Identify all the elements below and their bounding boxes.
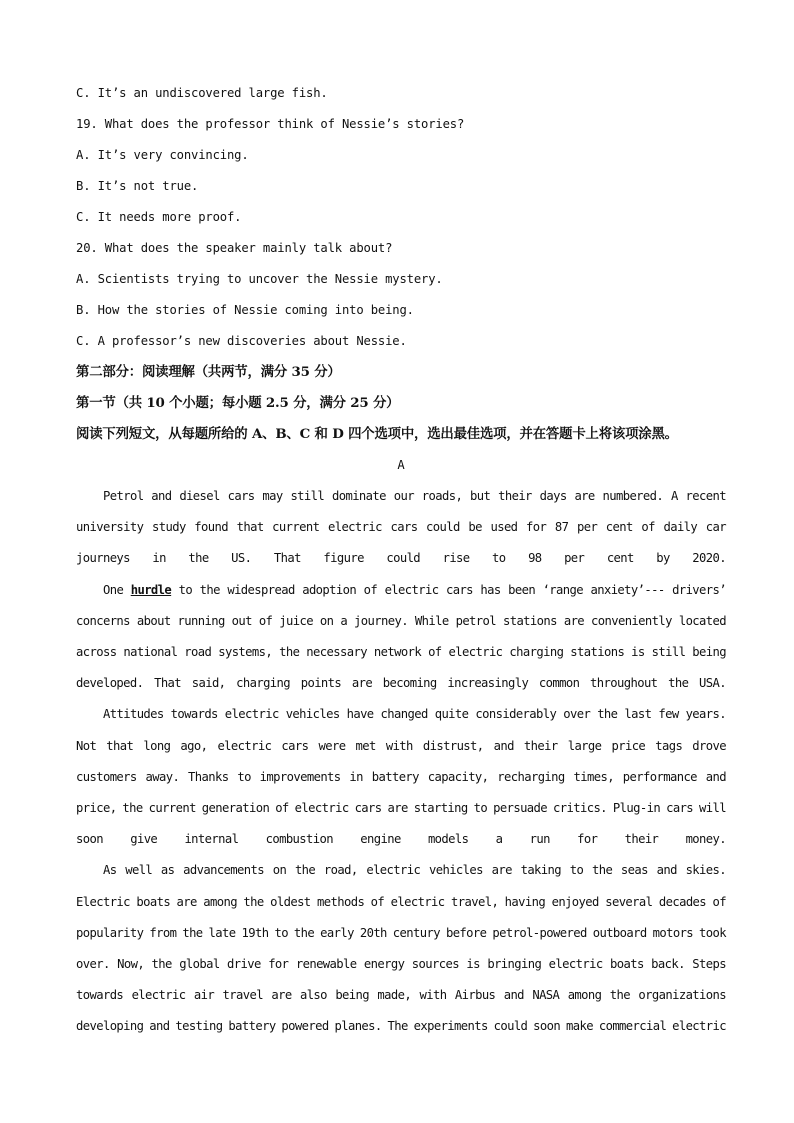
option-b-20: B. How the stories of Nessie coming into being. bbox=[76, 303, 414, 317]
document-page bbox=[76, 78, 726, 1043]
paragraph-2-start: One bbox=[103, 582, 131, 597]
option-c-20: C. A professor’s new discoveries about Nessie. bbox=[76, 334, 407, 348]
passage-paragraph-1: Petrol and diesel cars may still dominate our roads, but their days are numbered. A recent university study found that current electric cars could be used for 87 per cent of daily car journeys in the US. That figure could rise to 98 per cent by 2020. bbox=[76, 489, 726, 566]
option-c-19: C. It needs more proof. bbox=[76, 210, 242, 224]
section-heading-section1: 第一节（共 10 个小题；每小题 2.5 分，满分 25 分） bbox=[76, 395, 400, 411]
passage-paragraph-3: Attitudes towards electric vehicles have changed quite considerably over the last few years. Not that long ago, electric cars were met with distrust, and their large price tags drove customers away. Thanks to improvements in battery capacity, recharging times, performance and price, the current generation of electric cars are starting to persuade critics. Plug-in cars will soon give internal combustion engine models a run for their money. bbox=[76, 707, 726, 847]
option-a-20: A. Scientists trying to uncover the Nessie mystery. bbox=[76, 272, 443, 286]
passage-paragraph-2 bbox=[76, 575, 726, 700]
question-20: 20. What does the speaker mainly talk about? bbox=[76, 241, 393, 255]
paragraph-2-rest: to the widespread adoption of electric cars has been ‘range anxiety’--- drivers’ concerns about running out of juice on a journey. While petrol stations are conveniently located across national road systems, the necessary network of electric charging stations is still being developed. That said, charging points are becoming increasingly common throughout the USA. bbox=[76, 582, 726, 691]
option-a-19: A. It’s very convincing. bbox=[76, 148, 249, 162]
passage-label: A bbox=[397, 458, 405, 472]
instructions: 阅读下列短文，从每题所给的 A、B、C 和 D 四个选项中，选出最佳选项，并在答题卡上将该项涂黑。 bbox=[76, 426, 678, 442]
section-heading-part2: 第二部分：阅读理解（共两节，满分 35 分） bbox=[76, 364, 341, 380]
underlined-word-hurdle: hurdle bbox=[130, 582, 172, 597]
option-c-18: C. It’s an undiscovered large fish. bbox=[76, 86, 328, 100]
option-b-19: B. It’s not true. bbox=[76, 179, 199, 193]
question-19: 19. What does the professor think of Nessie’s stories? bbox=[76, 117, 465, 131]
passage-paragraph-4: As well as advancements on the road, electric vehicles are taking to the seas and skies. Electric boats are among the oldest methods of electric travel, having enjoyed several decades of popularity from the late 19th to the early 20th century before petrol-powered outboard motors took over. Now, the global drive for renewable energy sources is bringing electric boats back. Steps towards electric air travel are also being made, with Airbus and NASA among the organizations developing and testing battery powered planes. The experiments could soon make commercial electric bbox=[76, 863, 726, 1034]
